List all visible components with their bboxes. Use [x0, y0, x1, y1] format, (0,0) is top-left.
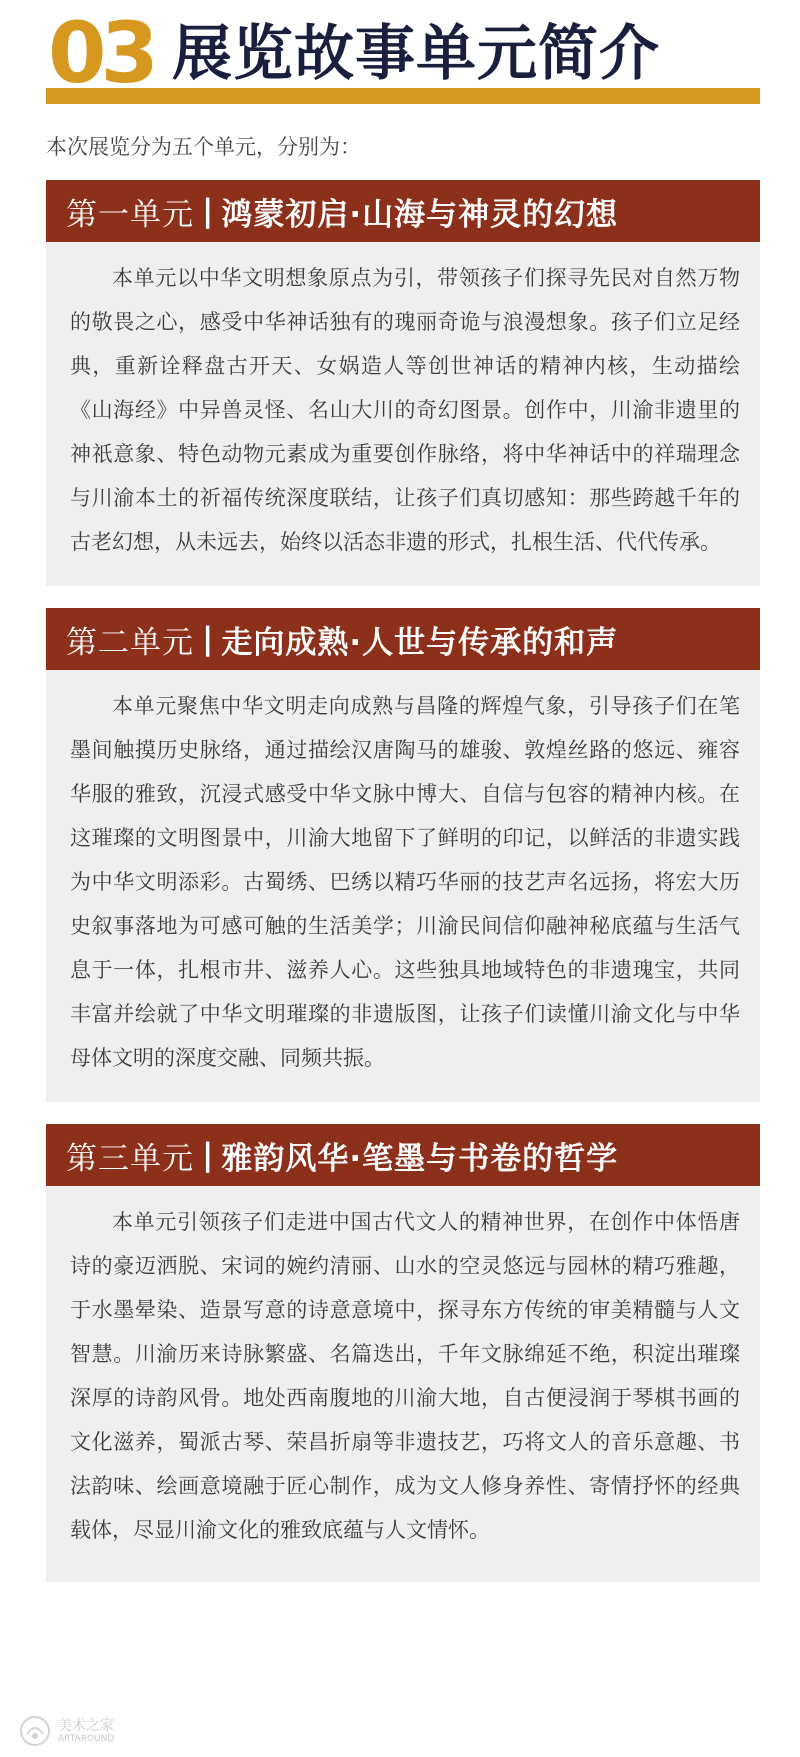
intro-text: 本次展览分为五个单元，分别为：: [46, 135, 361, 159]
unit-header: [46, 608, 760, 670]
unit-separator: |: [202, 193, 214, 229]
section-header: [46, 0, 760, 112]
unit-description: 本单元聚焦中华文明走向成熟与昌隆的辉煌气象，引导孩子们在笔墨间触摸历史脉络，通过描绘汉唐陶马的雄骏、敦煌丝路的悠远、雍容华服的雅致，沉浸式感受中华文脉中博大、自信与包容的精神内核。在这璀璨的文明图景中，川渝大地留下了鲜明的印记，以鲜活的非遗实践为中华文明添彩。古蜀绣、巴绣以精巧华丽的技艺声名远扬，将宏大历史叙事落地为可感可触的生活美学；川渝民间信仰融神秘底蕴与生活气息于一体，扎根市井、滋养人心。这些独具地域特色的非遗瑰宝，共同丰富并绘就了中华文明璀璨的非遗版图，让孩子们读懂川渝文化与中华母体文明的深度交融、同频共振。: [46, 670, 760, 1102]
unit-description: 本单元以中华文明想象原点为引，带领孩子们探寻先民对自然万物的敬畏之心，感受中华神话独有的瑰丽奇诡与浪漫想象。孩子们立足经典，重新诠释盘古开天、女娲造人等创世神话的精神内核，生动描绘《山海经》中异兽灵怪、名山大川的奇幻图景。创作中，川渝非遗里的神祇意象、特色动物元素成为重要创作脉络，将中华神话中的祥瑞理念与川渝本土的祈福传统深度联结，让孩子们真切感知：那些跨越千年的古老幻想，从未远去，始终以活态非遗的形式，扎根生活、代代传承。: [46, 242, 760, 586]
unit-card-1: [46, 180, 760, 586]
unit-separator: |: [202, 1137, 214, 1173]
header-underline-bar: [46, 88, 760, 104]
unit-title: 雅韵风华·笔墨与书卷的哲学: [221, 1140, 619, 1177]
section-number: 03: [48, 4, 153, 102]
watermark-text: 美术之家: [58, 1717, 114, 1734]
unit-number: 第二单元: [66, 624, 194, 661]
watermark-subtext: ARTAROUND: [58, 1733, 115, 1744]
unit-number: 第三单元: [66, 1140, 194, 1177]
page: [46, 0, 760, 1582]
watermark-logo-icon: [18, 1714, 52, 1748]
unit-card-2: [46, 608, 760, 1102]
unit-separator: |: [202, 621, 214, 657]
unit-number: 第一单元: [66, 196, 194, 233]
unit-header: [46, 180, 760, 242]
watermark: [18, 1714, 114, 1748]
unit-header: [46, 1124, 760, 1186]
unit-title: 鸿蒙初启·山海与神灵的幻想: [221, 196, 619, 233]
unit-title: 走向成熟·人世与传承的和声: [221, 624, 619, 661]
unit-card-3: [46, 1124, 760, 1582]
unit-description: 本单元引领孩子们走进中国古代文人的精神世界，在创作中体悟唐诗的豪迈洒脱、宋词的婉约清丽、山水的空灵悠远与园林的精巧雅趣，于水墨晕染、造景写意的诗意意境中，探寻东方传统的审美精髓与人文智慧。川渝历来诗脉繁盛、名篇迭出，千年文脉绵延不绝，积淀出璀璨深厚的诗韵风骨。地处西南腹地的川渝大地，自古便浸润于琴棋书画的文化滋养，蜀派古琴、荣昌折扇等非遗技艺，巧将文人的音乐意趣、书法韵味、绘画意境融于匠心制作，成为文人修身养性、寄情抒怀的经典载体，尽显川渝文化的雅致底蕴与人文情怀。: [46, 1186, 760, 1582]
section-title: 展览故事单元简介: [172, 19, 660, 89]
